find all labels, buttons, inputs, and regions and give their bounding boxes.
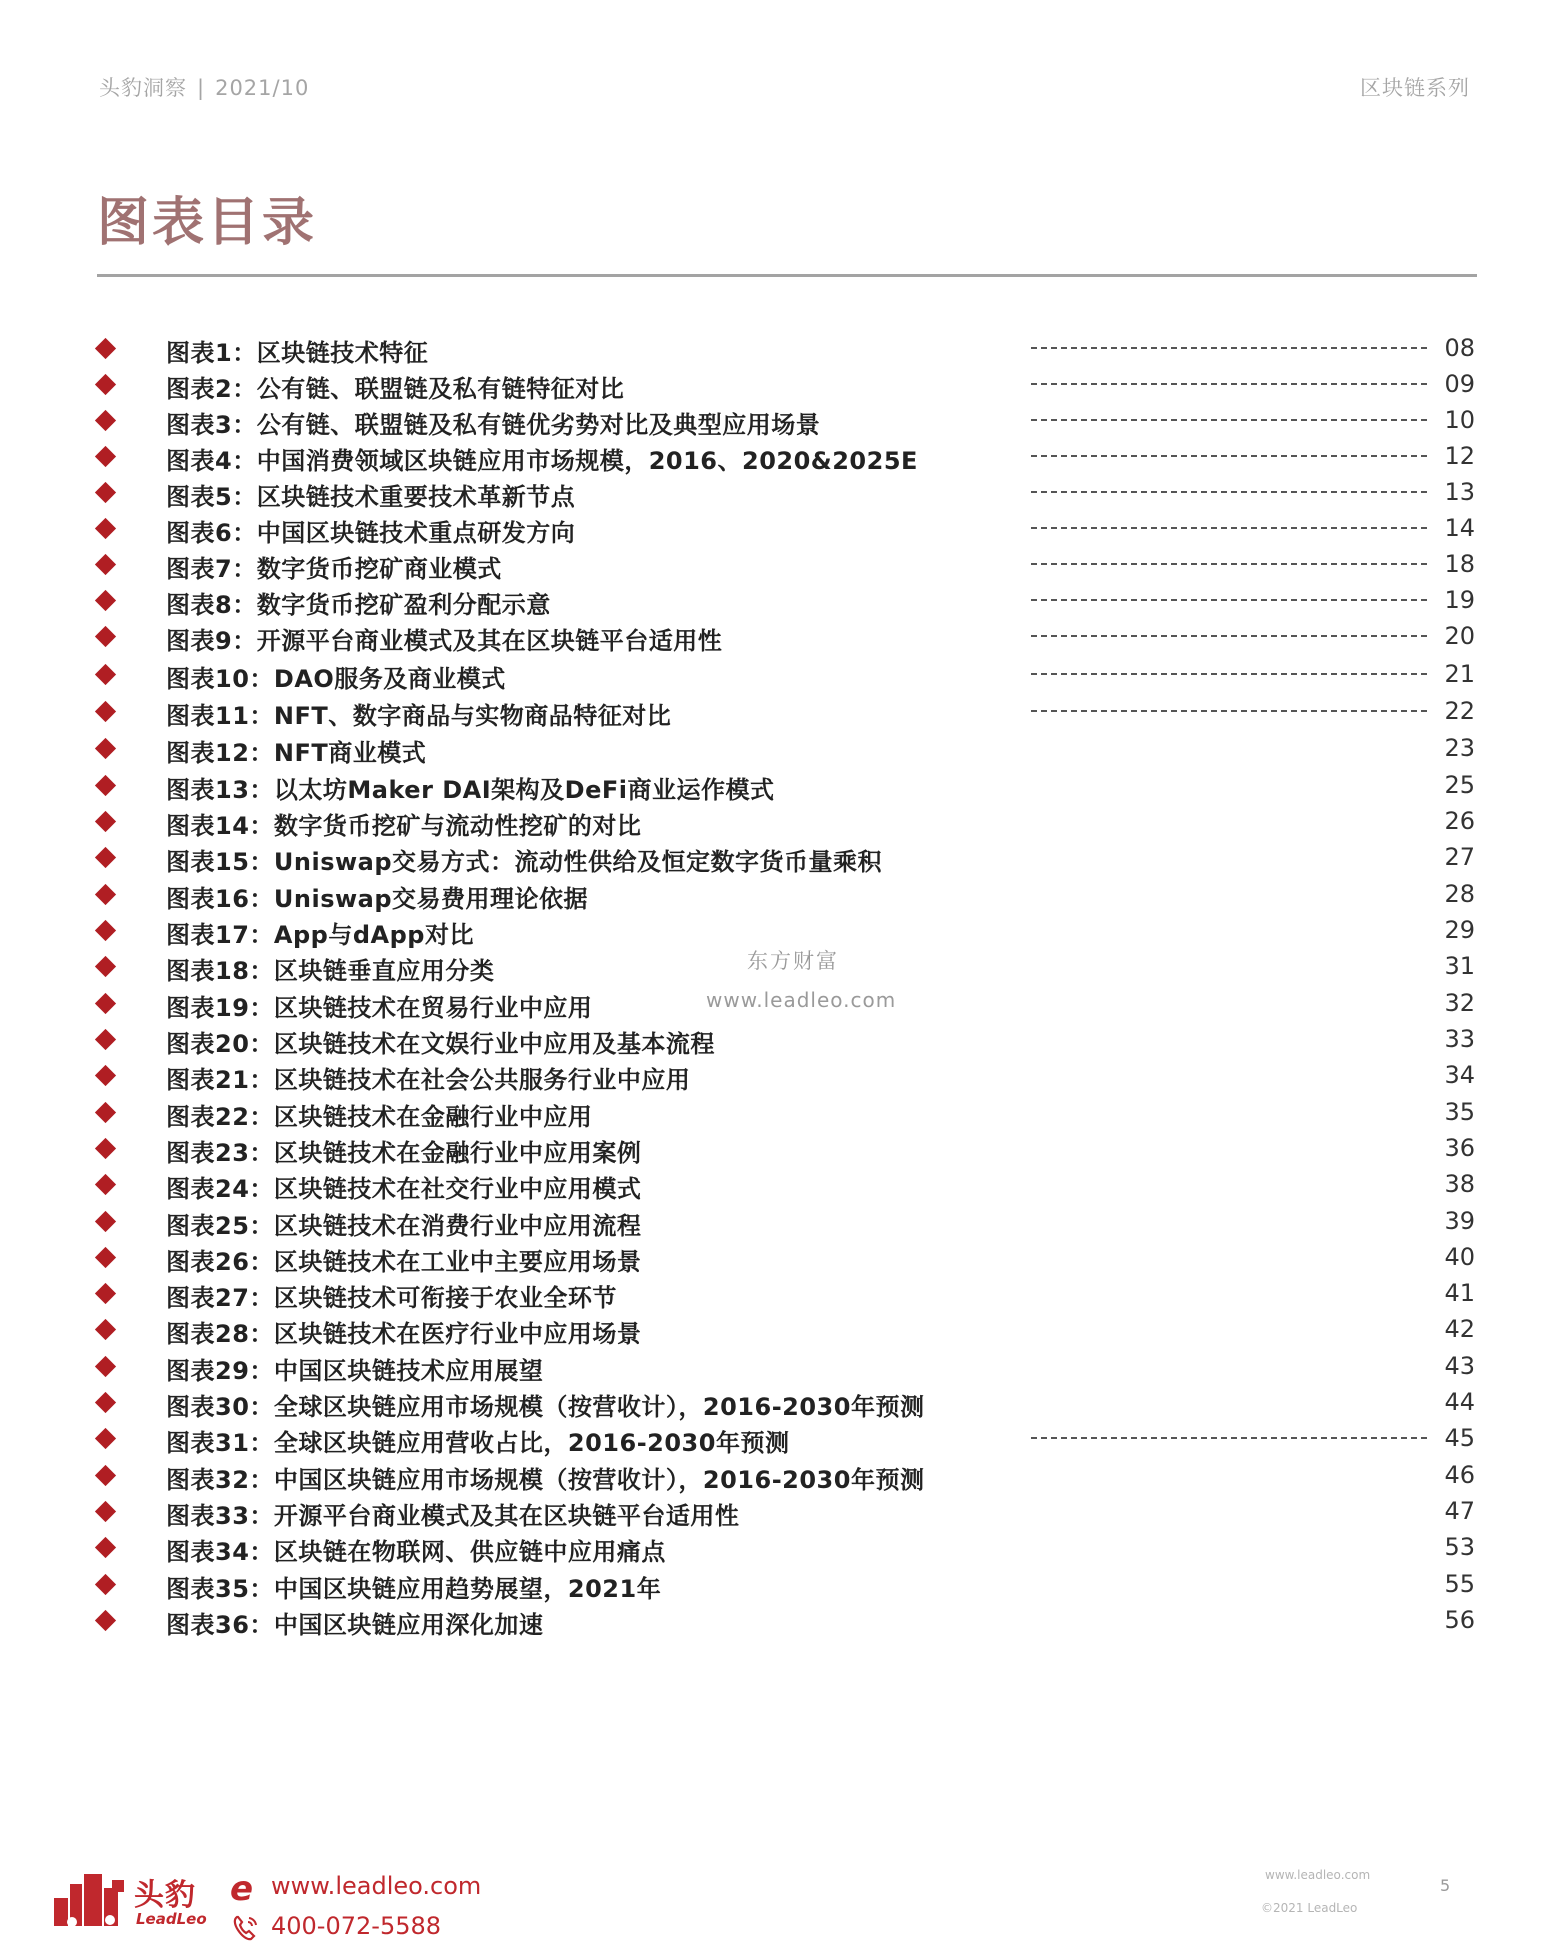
toc-leader-dashes bbox=[1031, 347, 1427, 349]
web-icon: e bbox=[230, 1869, 254, 1909]
toc-entry-page: 13 bbox=[1444, 478, 1475, 506]
watermark-line2: www.leadleo.com bbox=[706, 988, 897, 1012]
diamond-bullet-icon bbox=[95, 1211, 116, 1232]
toc-entry[interactable] bbox=[0, 1058, 1568, 1094]
toc-entry-page: 28 bbox=[1444, 880, 1475, 908]
toc-entry-label: 图表11：NFT、数字商品与实物商品特征对比 bbox=[166, 702, 672, 730]
header-brand: 头豹洞察 bbox=[99, 76, 187, 100]
toc-entry-label: 图表3：公有链、联盟链及私有链优劣势对比及典型应用场景 bbox=[166, 411, 821, 439]
toc-entry-label: 图表4：中国消费领域区块链应用市场规模，2016、2020&2025E bbox=[166, 447, 918, 475]
toc-entry-label: 图表7：数字货币挖矿商业模式 bbox=[166, 555, 502, 583]
diamond-bullet-icon bbox=[95, 1428, 116, 1449]
toc-entry-label: 图表27：区块链技术可衔接于农业全环节 bbox=[166, 1284, 617, 1312]
toc-entry[interactable] bbox=[0, 475, 1568, 511]
diamond-bullet-icon bbox=[95, 701, 116, 722]
watermark-line1: 东方财富 bbox=[747, 949, 839, 973]
toc-entry-label: 图表32：中国区块链应用市场规模（按营收计），2016-2030年预测 bbox=[166, 1466, 925, 1494]
toc-entry-label: 图表33：开源平台商业模式及其在区块链平台适用性 bbox=[166, 1502, 740, 1530]
diamond-bullet-icon bbox=[95, 738, 116, 759]
diamond-bullet-icon bbox=[95, 554, 116, 575]
toc-entry-page: 10 bbox=[1444, 406, 1475, 434]
diamond-bullet-icon bbox=[95, 1501, 116, 1522]
toc-entry-label: 图表9：开源平台商业模式及其在区块链平台适用性 bbox=[166, 627, 723, 655]
toc-entry[interactable] bbox=[0, 1167, 1568, 1203]
toc-entry-label: 图表22：区块链技术在金融行业中应用 bbox=[166, 1103, 593, 1131]
toc-entry-page: 27 bbox=[1444, 843, 1475, 871]
toc-entry-label: 图表23：区块链技术在金融行业中应用案例 bbox=[166, 1139, 642, 1167]
header-left bbox=[99, 72, 309, 102]
diamond-bullet-icon bbox=[95, 664, 116, 685]
diamond-bullet-icon bbox=[95, 847, 116, 868]
toc-entry-label: 图表21：区块链技术在社会公共服务行业中应用 bbox=[166, 1066, 691, 1094]
toc-entry-label: 图表36：中国区块链应用深化加速 bbox=[166, 1611, 544, 1639]
toc-entry-label: 图表15：Uniswap交易方式：流动性供给及恒定数字货币量乘积 bbox=[166, 848, 883, 876]
toc-entry-label: 图表19：区块链技术在贸易行业中应用 bbox=[166, 994, 593, 1022]
toc-entry-label: 图表10：DAO服务及商业模式 bbox=[166, 665, 506, 693]
diamond-bullet-icon bbox=[95, 1392, 116, 1413]
toc-entry[interactable] bbox=[0, 1204, 1568, 1240]
header-date: 2021/10 bbox=[215, 76, 310, 100]
toc-entry[interactable] bbox=[0, 1385, 1568, 1421]
toc-entry-page: 33 bbox=[1444, 1025, 1475, 1053]
diamond-bullet-icon bbox=[95, 1138, 116, 1159]
toc-entry-page: 19 bbox=[1444, 586, 1475, 614]
diamond-bullet-icon bbox=[95, 920, 116, 941]
toc-entry-label: 图表25：区块链技术在消费行业中应用流程 bbox=[166, 1212, 642, 1240]
toc-leader-dashes bbox=[1031, 455, 1427, 457]
toc-entry-page: 21 bbox=[1444, 660, 1475, 688]
diamond-bullet-icon bbox=[95, 1065, 116, 1086]
toc-leader-dashes bbox=[1031, 710, 1427, 712]
toc-leader-dashes bbox=[1031, 563, 1427, 565]
toc-entry[interactable] bbox=[0, 1240, 1568, 1276]
toc-entry[interactable] bbox=[0, 331, 1568, 367]
diamond-bullet-icon bbox=[95, 1283, 116, 1304]
toc-leader-dashes bbox=[1031, 599, 1427, 601]
phone-icon bbox=[230, 1912, 262, 1944]
toc-entry[interactable] bbox=[0, 547, 1568, 583]
diamond-bullet-icon bbox=[95, 1610, 116, 1631]
diamond-bullet-icon bbox=[95, 446, 116, 467]
diamond-bullet-icon bbox=[95, 1102, 116, 1123]
toc-entry[interactable] bbox=[0, 367, 1568, 403]
leadleo-logo-icon bbox=[52, 1870, 130, 1932]
toc-entry-page: 29 bbox=[1444, 916, 1475, 944]
toc-entry[interactable] bbox=[0, 1022, 1568, 1058]
toc-entry[interactable] bbox=[0, 731, 1568, 767]
diamond-bullet-icon bbox=[95, 1174, 116, 1195]
toc-entry-page: 22 bbox=[1444, 697, 1475, 725]
diamond-bullet-icon bbox=[95, 626, 116, 647]
diamond-bullet-icon bbox=[95, 374, 116, 395]
diamond-bullet-icon bbox=[95, 993, 116, 1014]
toc-entry[interactable] bbox=[0, 657, 1568, 693]
toc-entry-page: 08 bbox=[1444, 334, 1475, 362]
diamond-bullet-icon bbox=[95, 1574, 116, 1595]
toc-entry-page: 45 bbox=[1444, 1424, 1475, 1452]
toc-entry[interactable] bbox=[0, 840, 1568, 876]
toc-entry-page: 25 bbox=[1444, 771, 1475, 799]
toc-entry-label: 图表5：区块链技术重要技术革新节点 bbox=[166, 483, 576, 511]
toc-entry[interactable] bbox=[0, 619, 1568, 655]
toc-entry-page: 41 bbox=[1444, 1279, 1475, 1307]
toc-entry[interactable] bbox=[0, 1494, 1568, 1530]
toc-entry-label: 图表28：区块链技术在医疗行业中应用场景 bbox=[166, 1320, 642, 1348]
toc-entry-page: 43 bbox=[1444, 1352, 1475, 1380]
toc-entry-label: 图表26：区块链技术在工业中主要应用场景 bbox=[166, 1248, 642, 1276]
toc-entry[interactable] bbox=[0, 1312, 1568, 1348]
diamond-bullet-icon bbox=[95, 410, 116, 431]
diamond-bullet-icon bbox=[95, 1247, 116, 1268]
toc-entry-page: 12 bbox=[1444, 442, 1475, 470]
footer-copyright: ©2021 LeadLeo bbox=[1261, 1901, 1358, 1915]
toc-entry-label: 图表16：Uniswap交易费用理论依据 bbox=[166, 885, 589, 913]
toc-entry-page: 44 bbox=[1444, 1388, 1475, 1416]
diamond-bullet-icon bbox=[95, 338, 116, 359]
toc-entry-page: 32 bbox=[1444, 989, 1475, 1017]
toc-entry-page: 40 bbox=[1444, 1243, 1475, 1271]
header-separator: | bbox=[197, 76, 206, 100]
toc-entry-page: 18 bbox=[1444, 550, 1475, 578]
toc-entry-label: 图表34：区块链在物联网、供应链中应用痛点 bbox=[166, 1538, 666, 1566]
toc-entry-label: 图表2：公有链、联盟链及私有链特征对比 bbox=[166, 375, 625, 403]
toc-entry[interactable] bbox=[0, 804, 1568, 840]
toc-entry[interactable] bbox=[0, 694, 1568, 730]
toc-entry-label: 图表29：中国区块链技术应用展望 bbox=[166, 1357, 544, 1385]
diamond-bullet-icon bbox=[95, 590, 116, 611]
diamond-bullet-icon bbox=[95, 518, 116, 539]
toc-entry-label: 图表30：全球区块链应用市场规模（按营收计），2016-2030年预测 bbox=[166, 1393, 925, 1421]
logo-chinese-name: 头豹 bbox=[134, 1878, 196, 1913]
toc-entry[interactable] bbox=[0, 1095, 1568, 1131]
footer-phone: 400-072-5588 bbox=[271, 1912, 442, 1940]
toc-entry-page: 26 bbox=[1444, 807, 1475, 835]
toc-entry-page: 35 bbox=[1444, 1098, 1475, 1126]
toc-entry-page: 14 bbox=[1444, 514, 1475, 542]
toc-leader-dashes bbox=[1031, 635, 1427, 637]
toc-entry[interactable] bbox=[0, 583, 1568, 619]
toc-entry-page: 36 bbox=[1444, 1134, 1475, 1162]
toc-entry[interactable] bbox=[0, 768, 1568, 804]
toc-entry-page: 46 bbox=[1444, 1461, 1475, 1489]
diamond-bullet-icon bbox=[95, 1465, 116, 1486]
toc-entry-label: 图表6：中国区块链技术重点研发方向 bbox=[166, 519, 576, 547]
toc-entry-label: 图表24：区块链技术在社交行业中应用模式 bbox=[166, 1175, 642, 1203]
header-series: 区块链系列 bbox=[1360, 76, 1470, 100]
diamond-bullet-icon bbox=[95, 1356, 116, 1377]
diamond-bullet-icon bbox=[95, 775, 116, 796]
toc-entry-page: 23 bbox=[1444, 734, 1475, 762]
toc-entry-page: 47 bbox=[1444, 1497, 1475, 1525]
toc-entry[interactable] bbox=[0, 1421, 1568, 1457]
toc-entry-label: 图表8：数字货币挖矿盈利分配示意 bbox=[166, 591, 551, 619]
toc-leader-dashes bbox=[1031, 1437, 1427, 1439]
toc-entry-page: 31 bbox=[1444, 952, 1475, 980]
toc-entry[interactable] bbox=[0, 1276, 1568, 1312]
toc-entry-page: 56 bbox=[1444, 1606, 1475, 1634]
footer-website-link[interactable]: www.leadleo.com bbox=[271, 1872, 482, 1900]
toc-entry[interactable] bbox=[0, 1530, 1568, 1566]
toc-entry[interactable] bbox=[0, 439, 1568, 475]
toc-entry-page: 34 bbox=[1444, 1061, 1475, 1089]
diamond-bullet-icon bbox=[95, 1537, 116, 1558]
toc-entry-label: 图表14：数字货币挖矿与流动性挖矿的对比 bbox=[166, 812, 642, 840]
toc-entry-label: 图表1：区块链技术特征 bbox=[166, 339, 429, 367]
page-title: 图表目录 bbox=[97, 193, 318, 253]
title-divider bbox=[97, 274, 1477, 277]
toc-entry[interactable] bbox=[0, 403, 1568, 439]
toc-entry-label: 图表35：中国区块链应用趋势展望，2021年 bbox=[166, 1575, 662, 1603]
toc-entry-page: 38 bbox=[1444, 1170, 1475, 1198]
toc-entry[interactable] bbox=[0, 1131, 1568, 1167]
toc-entry-page: 39 bbox=[1444, 1207, 1475, 1235]
toc-entry-label: 图表20：区块链技术在文娱行业中应用及基本流程 bbox=[166, 1030, 715, 1058]
diamond-bullet-icon bbox=[95, 1319, 116, 1340]
footer-site-small: www.leadleo.com bbox=[1265, 1868, 1371, 1882]
toc-leader-dashes bbox=[1031, 673, 1427, 675]
toc-entry[interactable] bbox=[0, 511, 1568, 547]
diamond-bullet-icon bbox=[95, 811, 116, 832]
toc-entry-label: 图表17：App与dApp对比 bbox=[166, 921, 474, 949]
toc-entry[interactable] bbox=[0, 877, 1568, 913]
diamond-bullet-icon bbox=[95, 884, 116, 905]
toc-entry-page: 53 bbox=[1444, 1533, 1475, 1561]
toc-entry[interactable] bbox=[0, 913, 1568, 949]
diamond-bullet-icon bbox=[95, 482, 116, 503]
toc-entry-label: 图表12：NFT商业模式 bbox=[166, 739, 427, 767]
toc-entry-page: 09 bbox=[1444, 370, 1475, 398]
toc-entry-label: 图表13：以太坊Maker DAI架构及DeFi商业运作模式 bbox=[166, 776, 775, 804]
logo-english-name: LeadLeo bbox=[136, 1910, 207, 1928]
toc-entry-page: 55 bbox=[1444, 1570, 1475, 1598]
page-number: 5 bbox=[1440, 1876, 1451, 1895]
diamond-bullet-icon bbox=[95, 1029, 116, 1050]
toc-entry-page: 20 bbox=[1444, 622, 1475, 650]
toc-entry-label: 图表31：全球区块链应用营收占比，2016-2030年预测 bbox=[166, 1429, 790, 1457]
diamond-bullet-icon bbox=[95, 956, 116, 977]
toc-entry-page: 42 bbox=[1444, 1315, 1475, 1343]
toc-leader-dashes bbox=[1031, 383, 1427, 385]
toc-leader-dashes bbox=[1031, 491, 1427, 493]
toc-entry[interactable] bbox=[0, 1349, 1568, 1385]
toc-entry[interactable] bbox=[0, 1458, 1568, 1494]
toc-entry-label: 图表18：区块链垂直应用分类 bbox=[166, 957, 495, 985]
toc-leader-dashes bbox=[1031, 419, 1427, 421]
toc-leader-dashes bbox=[1031, 527, 1427, 529]
toc-entry[interactable] bbox=[0, 1567, 1568, 1603]
toc-entry[interactable] bbox=[0, 1603, 1568, 1639]
